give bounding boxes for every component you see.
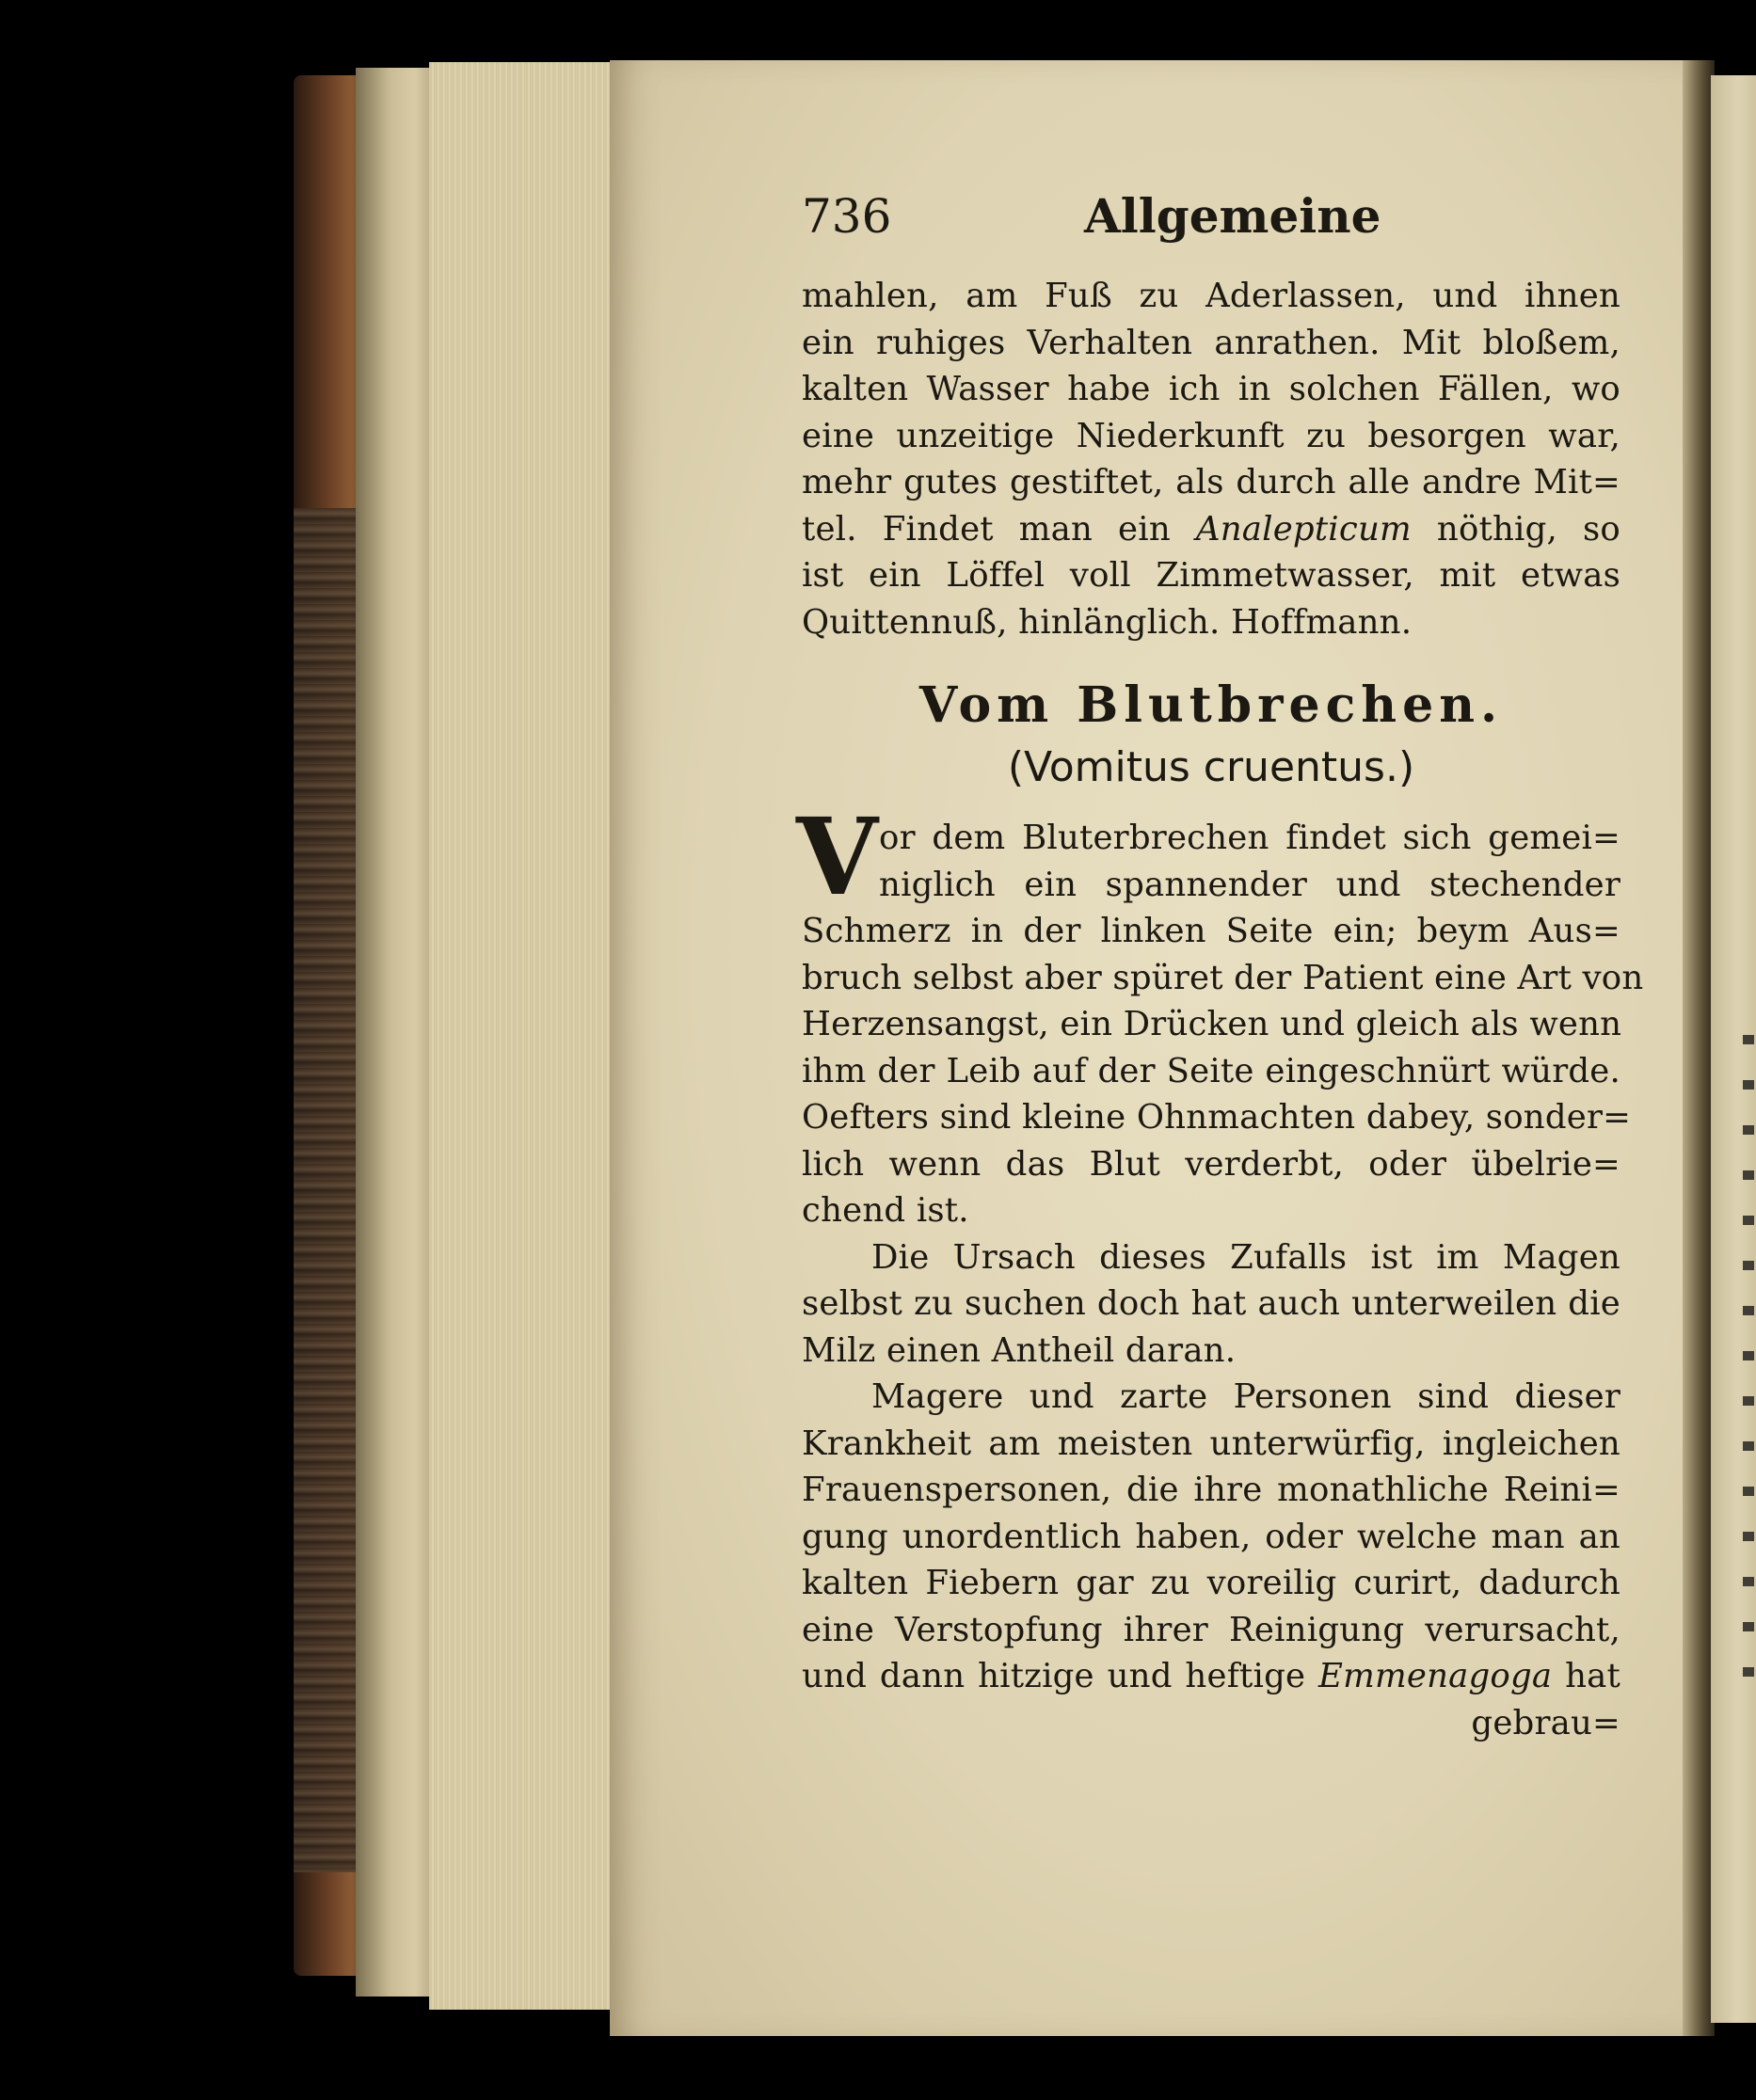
text-line: Quittennuß, hinlänglich. Hoffmann. xyxy=(802,602,1413,642)
cover-binding-band xyxy=(294,508,359,1872)
text-line: chend ist. xyxy=(802,1191,969,1230)
text-line: ein ruhiges Verhalten anrathen. Mit bloßem, xyxy=(802,323,1620,362)
text-line: Schmerz in der linken Seite ein; beym Aus= xyxy=(802,912,1620,950)
catchword: gebrau= xyxy=(1471,1703,1620,1742)
text-line: selbst zu suchen doch hat auch unterweilen die xyxy=(802,1284,1620,1323)
text-line: niglich ein spannender und stechender xyxy=(879,865,1620,904)
text-line: Oefters sind kleine Ohnmachten dabey, sonder= xyxy=(802,1098,1632,1137)
text-line: und dann hitzige und heftige Emmenagoga hat xyxy=(802,1657,1620,1695)
text-line: bruch selbst aber spüret der Patient eine Art von xyxy=(802,958,1644,997)
text-line: mehr gutes gestiftet, als durch alle andre Mit= xyxy=(802,463,1620,501)
page-edge-stack xyxy=(429,62,617,2010)
page-number: 736 xyxy=(802,189,892,244)
text-line: Herzensangst, ein Drücken und gleich als wenn xyxy=(802,1005,1622,1043)
section-title: Vom Blutbrechen. xyxy=(918,676,1504,734)
book-gutter xyxy=(1683,60,1715,2036)
text-line: Krankheit am meisten unterwürfig, ingleichen xyxy=(802,1424,1620,1463)
text-line: lich wenn das Blut verderbt, oder übelrie= xyxy=(802,1144,1620,1184)
text-line: mahlen, am Fuß zu Aderlassen, und ihnen xyxy=(802,277,1620,315)
page-text xyxy=(796,188,1644,1746)
latin-term: Analepticum xyxy=(1195,509,1412,549)
page-header xyxy=(802,188,1620,254)
text-line: kalten Wasser habe ich in solchen Fällen, wo xyxy=(802,370,1620,408)
text-line: or dem Bluterbrechen findet sich gemei= xyxy=(879,819,1620,857)
paragraph-persons xyxy=(802,1374,1620,1700)
text-line: ist ein Löffel voll Zimmetwasser, mit etwas xyxy=(802,556,1620,595)
text-line: gung unordentlich haben, oder welche man an xyxy=(802,1517,1620,1556)
text-line: kalten Fiebern gar zu voreilig curirt, dadurch xyxy=(802,1564,1620,1602)
paragraph-cause xyxy=(802,1234,1620,1375)
text-line: Frauenspersonen, die ihre monathliche Reini= xyxy=(802,1471,1620,1509)
text-line: eine Verstopfung ihrer Reinigung verursacht, xyxy=(802,1610,1620,1649)
text-line: Magere und zarte Personen sind dieser xyxy=(871,1377,1620,1416)
page-edge-stack-outer xyxy=(356,68,440,1997)
text-line: Milz einen Antheil daran. xyxy=(802,1330,1237,1370)
drop-cap: V xyxy=(796,796,878,919)
text-line: Die Ursach dieses Zufalls ist im Magen xyxy=(871,1237,1620,1277)
intro-paragraph xyxy=(802,273,1620,645)
text-line: ihm der Leib auf der Seite eingeschnürt würde. xyxy=(802,1051,1620,1090)
facing-page-text-fragments xyxy=(1743,1035,1754,1694)
paragraph-symptoms xyxy=(796,796,1644,1234)
text-line: eine unzeitige Niederkunft zu besorgen war, xyxy=(802,416,1620,455)
latin-term: Emmenagoga xyxy=(1318,1657,1553,1695)
text-line: tel. Findet man ein Analepticum nöthig, so xyxy=(802,509,1620,549)
section-subtitle: (Vomitus cruentus.) xyxy=(1007,743,1415,791)
running-head: Allgemeine xyxy=(1084,188,1381,244)
